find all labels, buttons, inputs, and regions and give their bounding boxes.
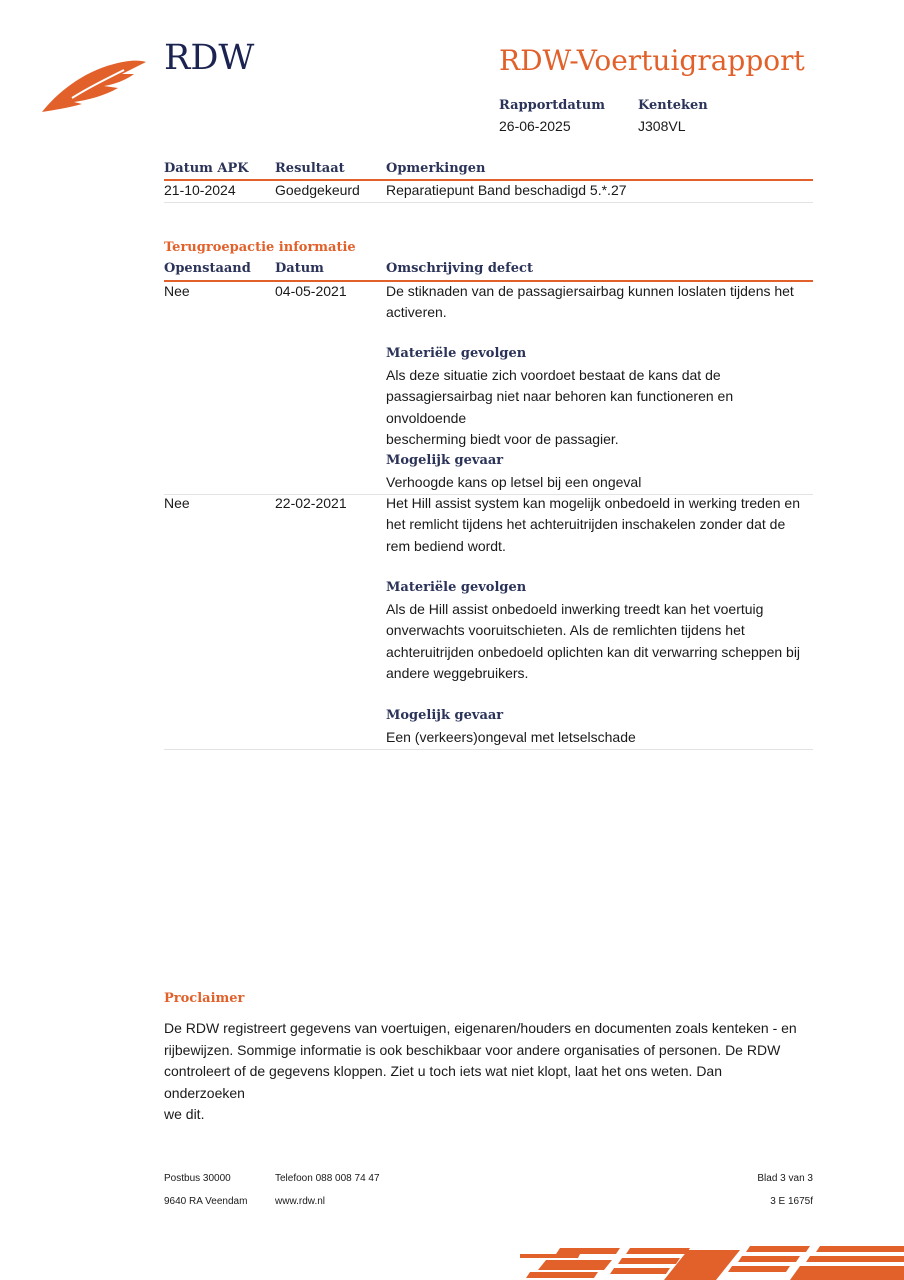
plate-number: J308VL bbox=[638, 118, 686, 134]
disclaimer-text bbox=[164, 1018, 804, 1126]
recall-row-divider bbox=[164, 749, 813, 750]
footer-phone: Telefoon 088 008 74 47 bbox=[275, 1173, 380, 1184]
material-line: andere weggebruikers. bbox=[386, 664, 529, 681]
material-line: achteruitrijden onbedoeld oplichten kan dit verwarring scheppen bij bbox=[386, 643, 801, 660]
report-date-label: Rapportdatum bbox=[499, 98, 605, 113]
recall-description bbox=[386, 493, 816, 557]
description-line: activeren. bbox=[386, 304, 447, 321]
footer-page-number: Blad 3 van 3 bbox=[757, 1173, 813, 1184]
report-date: 26-06-2025 bbox=[499, 118, 571, 134]
recall-open: Nee bbox=[164, 283, 190, 299]
description-line: rem bediend wordt. bbox=[386, 537, 506, 554]
apk-result: Goedgekeurd bbox=[275, 182, 360, 198]
material-line: Als de Hill assist onbedoeld inwerking treedt kan het voertuig bbox=[386, 601, 764, 617]
recall-header-open: Openstaand bbox=[164, 261, 251, 276]
disclaimer-title: Proclaimer bbox=[164, 991, 245, 1006]
recall-description bbox=[386, 281, 816, 324]
disclaimer-line: rijbewijzen. Sommige informatie is ook beschikbaar voor andere organisaties of personen. De RDW bbox=[164, 1041, 781, 1058]
recall-date: 22-02-2021 bbox=[275, 495, 347, 511]
apk-date: 21-10-2024 bbox=[164, 182, 236, 198]
material-line: bescherming biedt voor de passagier. bbox=[386, 430, 619, 447]
apk-remarks: Reparatiepunt Band beschadigd 5.*.27 bbox=[386, 182, 627, 198]
apk-header-result: Resultaat bbox=[275, 161, 345, 176]
recall-open: Nee bbox=[164, 495, 190, 511]
possible-danger: Een (verkeers)ongeval met letselschade bbox=[386, 729, 636, 745]
material-line: onverwachts vooruitschieten. Als de remlichten tijdens het bbox=[386, 622, 745, 639]
description-line: De stiknaden van de passagiersairbag kunnen loslaten tijdens het bbox=[386, 283, 794, 299]
rdw-feather-logo-icon bbox=[42, 58, 148, 114]
material-consequences bbox=[386, 365, 816, 450]
material-consequences-label: Materiële gevolgen bbox=[386, 346, 527, 361]
description-line: Het Hill assist system kan mogelijk onbedoeld in werking treden en bbox=[386, 495, 800, 511]
material-consequences bbox=[386, 599, 816, 684]
footer-website-link[interactable]: www.rdw.nl bbox=[275, 1196, 326, 1207]
footer-postbus: Postbus 30000 bbox=[164, 1173, 231, 1184]
disclaimer-line: De RDW registreert gegevens van voertuigen, eigenaren/houders en documenten zoals kenteken - en bbox=[164, 1020, 797, 1036]
apk-header-date: Datum APK bbox=[164, 161, 249, 176]
recall-header-date: Datum bbox=[275, 261, 324, 276]
material-line: passagiersairbag niet naar behoren kan functioneren en onvoldoende bbox=[386, 388, 734, 426]
material-consequences-label: Materiële gevolgen bbox=[386, 580, 527, 595]
apk-row-divider bbox=[164, 202, 813, 203]
apk-header-remarks: Opmerkingen bbox=[386, 161, 486, 176]
possible-danger-label: Mogelijk gevaar bbox=[386, 453, 504, 468]
disclaimer-line: controleert of de gegevens kloppen. Ziet u toch iets wat niet klopt, laat het ons weten. Dan onderzoeken bbox=[164, 1063, 723, 1101]
recall-section-title: Terugroepactie informatie bbox=[164, 240, 356, 255]
recall-header-description: Omschrijving defect bbox=[386, 261, 533, 276]
stripes-decoration-icon bbox=[520, 1240, 904, 1280]
report-title: RDW-Voertuigrapport bbox=[499, 44, 805, 77]
recall-date: 04-05-2021 bbox=[275, 283, 347, 299]
footer-document-code: 3 E 1675f bbox=[770, 1196, 813, 1207]
description-line: het remlicht tijdens het achteruitrijden inschakelen zonder dat de bbox=[386, 516, 786, 533]
material-line: Als deze situatie zich voordoet bestaat de kans dat de bbox=[386, 367, 721, 383]
disclaimer-line: we dit. bbox=[164, 1106, 205, 1122]
brand-name: RDW bbox=[164, 38, 255, 78]
plate-label: Kenteken bbox=[638, 98, 708, 113]
footer-city: 9640 RA Veendam bbox=[164, 1196, 248, 1207]
possible-danger-label: Mogelijk gevaar bbox=[386, 708, 504, 723]
possible-danger: Verhoogde kans op letsel bij een ongeval bbox=[386, 474, 642, 490]
